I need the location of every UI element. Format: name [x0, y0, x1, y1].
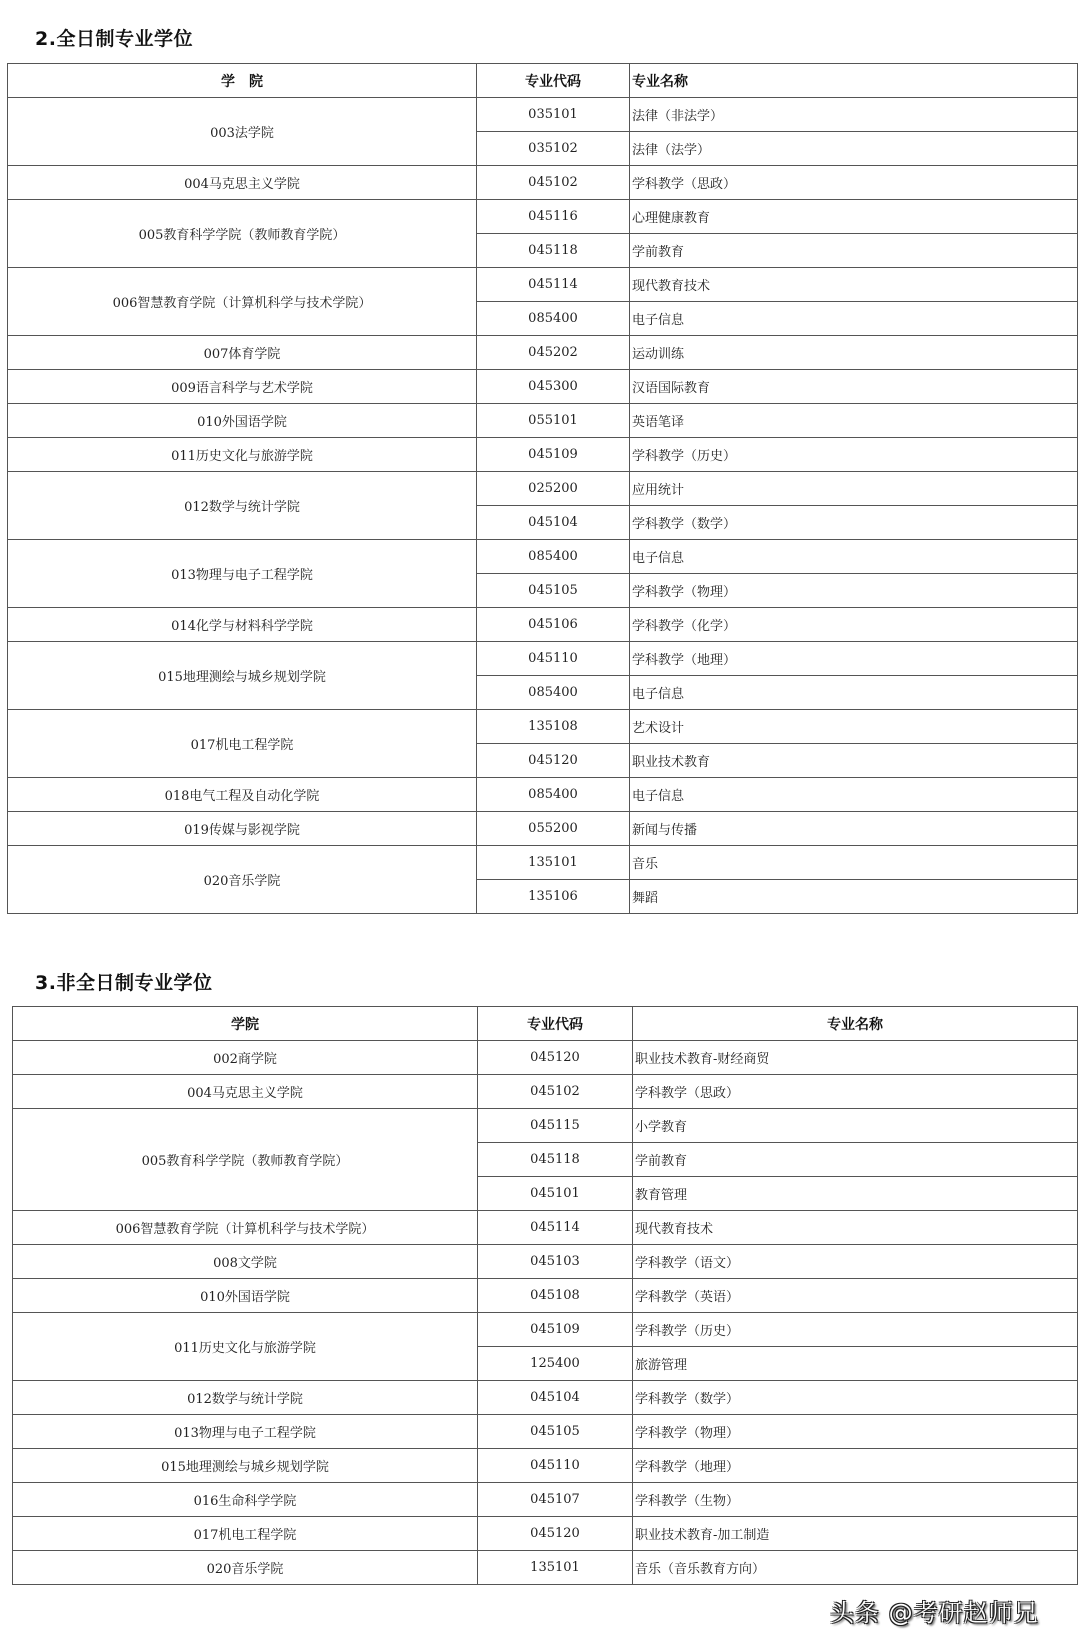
major-code-cell: 135108	[477, 710, 630, 744]
major-code-cell: 045104	[478, 1381, 633, 1415]
major-name-cell: 学科教学（英语）	[633, 1279, 1078, 1313]
major-name-cell: 法律（非法学）	[630, 98, 1078, 132]
major-code-cell: 135106	[477, 880, 630, 914]
section-title-parttime: 3.非全日制专业学位	[35, 972, 213, 994]
header-college: 学 院	[8, 64, 477, 98]
college-cell: 008文学院	[13, 1245, 478, 1279]
major-name-cell: 现代教育技术	[630, 268, 1078, 302]
major-code-cell: 045109	[477, 438, 630, 472]
watermark: 头条 @考研赵师兄	[830, 1599, 1039, 1627]
major-name-cell: 学科教学（历史）	[630, 438, 1078, 472]
major-name-cell: 职业技术教育-加工制造	[633, 1517, 1078, 1551]
major-code-cell: 125400	[478, 1347, 633, 1381]
table-row	[8, 438, 1078, 472]
major-name-cell: 学科教学（生物）	[633, 1483, 1078, 1517]
table-row	[8, 846, 1078, 880]
table-row	[8, 472, 1078, 506]
major-code-cell: 035101	[477, 98, 630, 132]
table-row	[8, 404, 1078, 438]
major-code-cell: 045114	[478, 1211, 633, 1245]
college-cell: 012数学与统计学院	[8, 472, 477, 540]
major-code-cell: 045105	[477, 574, 630, 608]
table-row	[8, 268, 1078, 302]
table-row	[8, 812, 1078, 846]
table-row	[13, 1381, 1078, 1415]
college-cell: 015地理测绘与城乡规划学院	[8, 642, 477, 710]
major-code-cell: 055200	[477, 812, 630, 846]
college-cell: 006智慧教育学院（计算机科学与技术学院）	[13, 1211, 478, 1245]
college-cell: 002商学院	[13, 1041, 478, 1075]
major-code-cell: 085400	[477, 540, 630, 574]
major-name-cell: 职业技术教育-财经商贸	[633, 1041, 1078, 1075]
major-code-cell: 045202	[477, 336, 630, 370]
table-row	[13, 1517, 1078, 1551]
major-code-cell: 045115	[478, 1109, 633, 1143]
major-code-cell: 045106	[477, 608, 630, 642]
major-name-cell: 英语笔译	[630, 404, 1078, 438]
college-cell: 012数学与统计学院	[13, 1381, 478, 1415]
major-name-cell: 学科教学（思政）	[633, 1075, 1078, 1109]
major-name-cell: 运动训练	[630, 336, 1078, 370]
major-code-cell: 045109	[478, 1313, 633, 1347]
table-row	[13, 1279, 1078, 1313]
major-code-cell: 045108	[478, 1279, 633, 1313]
table-row	[8, 98, 1078, 132]
major-name-cell: 旅游管理	[633, 1347, 1078, 1381]
table-row	[13, 1245, 1078, 1279]
table-row	[13, 1551, 1078, 1585]
major-code-cell: 055101	[477, 404, 630, 438]
table-body	[13, 1041, 1078, 1585]
college-cell: 005教育科学学院（教师教育学院）	[13, 1109, 478, 1211]
table-row	[8, 200, 1078, 234]
table-row	[8, 710, 1078, 744]
major-name-cell: 法律（法学）	[630, 132, 1078, 166]
table-row	[8, 166, 1078, 200]
major-code-cell: 045120	[477, 744, 630, 778]
college-cell: 003法学院	[8, 98, 477, 166]
major-code-cell: 045120	[478, 1517, 633, 1551]
major-code-cell: 025200	[477, 472, 630, 506]
major-code-cell: 085400	[477, 676, 630, 710]
major-code-cell: 045110	[478, 1449, 633, 1483]
college-cell: 013物理与电子工程学院	[8, 540, 477, 608]
table-row	[8, 642, 1078, 676]
major-name-cell: 心理健康教育	[630, 200, 1078, 234]
major-code-cell: 045110	[477, 642, 630, 676]
header-college: 学院	[13, 1007, 478, 1041]
major-name-cell: 学科教学（历史）	[633, 1313, 1078, 1347]
major-name-cell: 应用统计	[630, 472, 1078, 506]
college-cell: 005教育科学学院（教师教育学院）	[8, 200, 477, 268]
major-name-cell: 学科教学（思政）	[630, 166, 1078, 200]
major-code-cell: 085400	[477, 778, 630, 812]
major-code-cell: 045103	[478, 1245, 633, 1279]
table-header-row	[13, 1007, 1078, 1041]
table-row	[8, 370, 1078, 404]
college-cell: 011历史文化与旅游学院	[13, 1313, 478, 1381]
table-row	[13, 1109, 1078, 1143]
major-name-cell: 学科教学（语文）	[633, 1245, 1078, 1279]
header-code: 专业代码	[478, 1007, 633, 1041]
college-cell: 017机电工程学院	[8, 710, 477, 778]
college-cell: 007体育学院	[8, 336, 477, 370]
table-row	[8, 778, 1078, 812]
college-cell: 019传媒与影视学院	[8, 812, 477, 846]
header-name: 专业名称	[633, 1007, 1078, 1041]
college-cell: 017机电工程学院	[13, 1517, 478, 1551]
college-cell: 014化学与材料科学学院	[8, 608, 477, 642]
section-title-fulltime: 2.全日制专业学位	[35, 28, 193, 50]
table-row	[13, 1313, 1078, 1347]
major-name-cell: 学科教学（地理）	[633, 1449, 1078, 1483]
major-code-cell: 045120	[478, 1041, 633, 1075]
parttime-majors-table	[12, 1006, 1078, 1585]
table-row	[13, 1449, 1078, 1483]
major-code-cell: 035102	[477, 132, 630, 166]
table-row	[13, 1041, 1078, 1075]
college-cell: 013物理与电子工程学院	[13, 1415, 478, 1449]
header-code: 专业代码	[477, 64, 630, 98]
table-row	[8, 540, 1078, 574]
college-cell: 020音乐学院	[13, 1551, 478, 1585]
major-name-cell: 音乐	[630, 846, 1078, 880]
major-name-cell: 舞蹈	[630, 880, 1078, 914]
major-code-cell: 045114	[477, 268, 630, 302]
major-name-cell: 音乐（音乐教育方向）	[633, 1551, 1078, 1585]
table-row	[13, 1211, 1078, 1245]
major-code-cell: 045116	[477, 200, 630, 234]
college-cell: 010外国语学院	[13, 1279, 478, 1313]
college-cell: 004马克思主义学院	[13, 1075, 478, 1109]
major-code-cell: 045118	[478, 1143, 633, 1177]
major-code-cell: 135101	[478, 1551, 633, 1585]
major-name-cell: 电子信息	[630, 540, 1078, 574]
fulltime-majors-table	[7, 63, 1078, 914]
major-name-cell: 艺术设计	[630, 710, 1078, 744]
table-row	[13, 1483, 1078, 1517]
college-cell: 011历史文化与旅游学院	[8, 438, 477, 472]
major-name-cell: 电子信息	[630, 676, 1078, 710]
major-name-cell: 新闻与传播	[630, 812, 1078, 846]
major-name-cell: 职业技术教育	[630, 744, 1078, 778]
table-body	[8, 98, 1078, 914]
college-cell: 016生命科学学院	[13, 1483, 478, 1517]
college-cell: 018电气工程及自动化学院	[8, 778, 477, 812]
college-cell: 020音乐学院	[8, 846, 477, 914]
major-name-cell: 学科教学（化学）	[630, 608, 1078, 642]
table-header-row	[8, 64, 1078, 98]
major-name-cell: 电子信息	[630, 778, 1078, 812]
college-cell: 009语言科学与艺术学院	[8, 370, 477, 404]
table-row	[8, 336, 1078, 370]
header-name: 专业名称	[630, 64, 1078, 98]
major-name-cell: 小学教育	[633, 1109, 1078, 1143]
college-cell: 006智慧教育学院（计算机科学与技术学院）	[8, 268, 477, 336]
major-name-cell: 学科教学（数学）	[630, 506, 1078, 540]
major-name-cell: 学科教学（地理）	[630, 642, 1078, 676]
major-name-cell: 现代教育技术	[633, 1211, 1078, 1245]
major-code-cell: 045105	[478, 1415, 633, 1449]
major-code-cell: 045118	[477, 234, 630, 268]
college-cell: 004马克思主义学院	[8, 166, 477, 200]
college-cell: 015地理测绘与城乡规划学院	[13, 1449, 478, 1483]
major-code-cell: 045107	[478, 1483, 633, 1517]
table-row	[13, 1415, 1078, 1449]
college-cell: 010外国语学院	[8, 404, 477, 438]
major-name-cell: 学科教学（数学）	[633, 1381, 1078, 1415]
major-name-cell: 学科教学（物理）	[630, 574, 1078, 608]
major-code-cell: 045300	[477, 370, 630, 404]
major-name-cell: 电子信息	[630, 302, 1078, 336]
major-code-cell: 135101	[477, 846, 630, 880]
major-code-cell: 045104	[477, 506, 630, 540]
major-name-cell: 教育管理	[633, 1177, 1078, 1211]
major-name-cell: 汉语国际教育	[630, 370, 1078, 404]
major-code-cell: 045102	[477, 166, 630, 200]
table-row	[13, 1075, 1078, 1109]
major-code-cell: 045101	[478, 1177, 633, 1211]
major-name-cell: 学科教学（物理）	[633, 1415, 1078, 1449]
major-name-cell: 学前教育	[630, 234, 1078, 268]
major-code-cell: 045102	[478, 1075, 633, 1109]
table-row	[8, 608, 1078, 642]
major-code-cell: 085400	[477, 302, 630, 336]
major-name-cell: 学前教育	[633, 1143, 1078, 1177]
